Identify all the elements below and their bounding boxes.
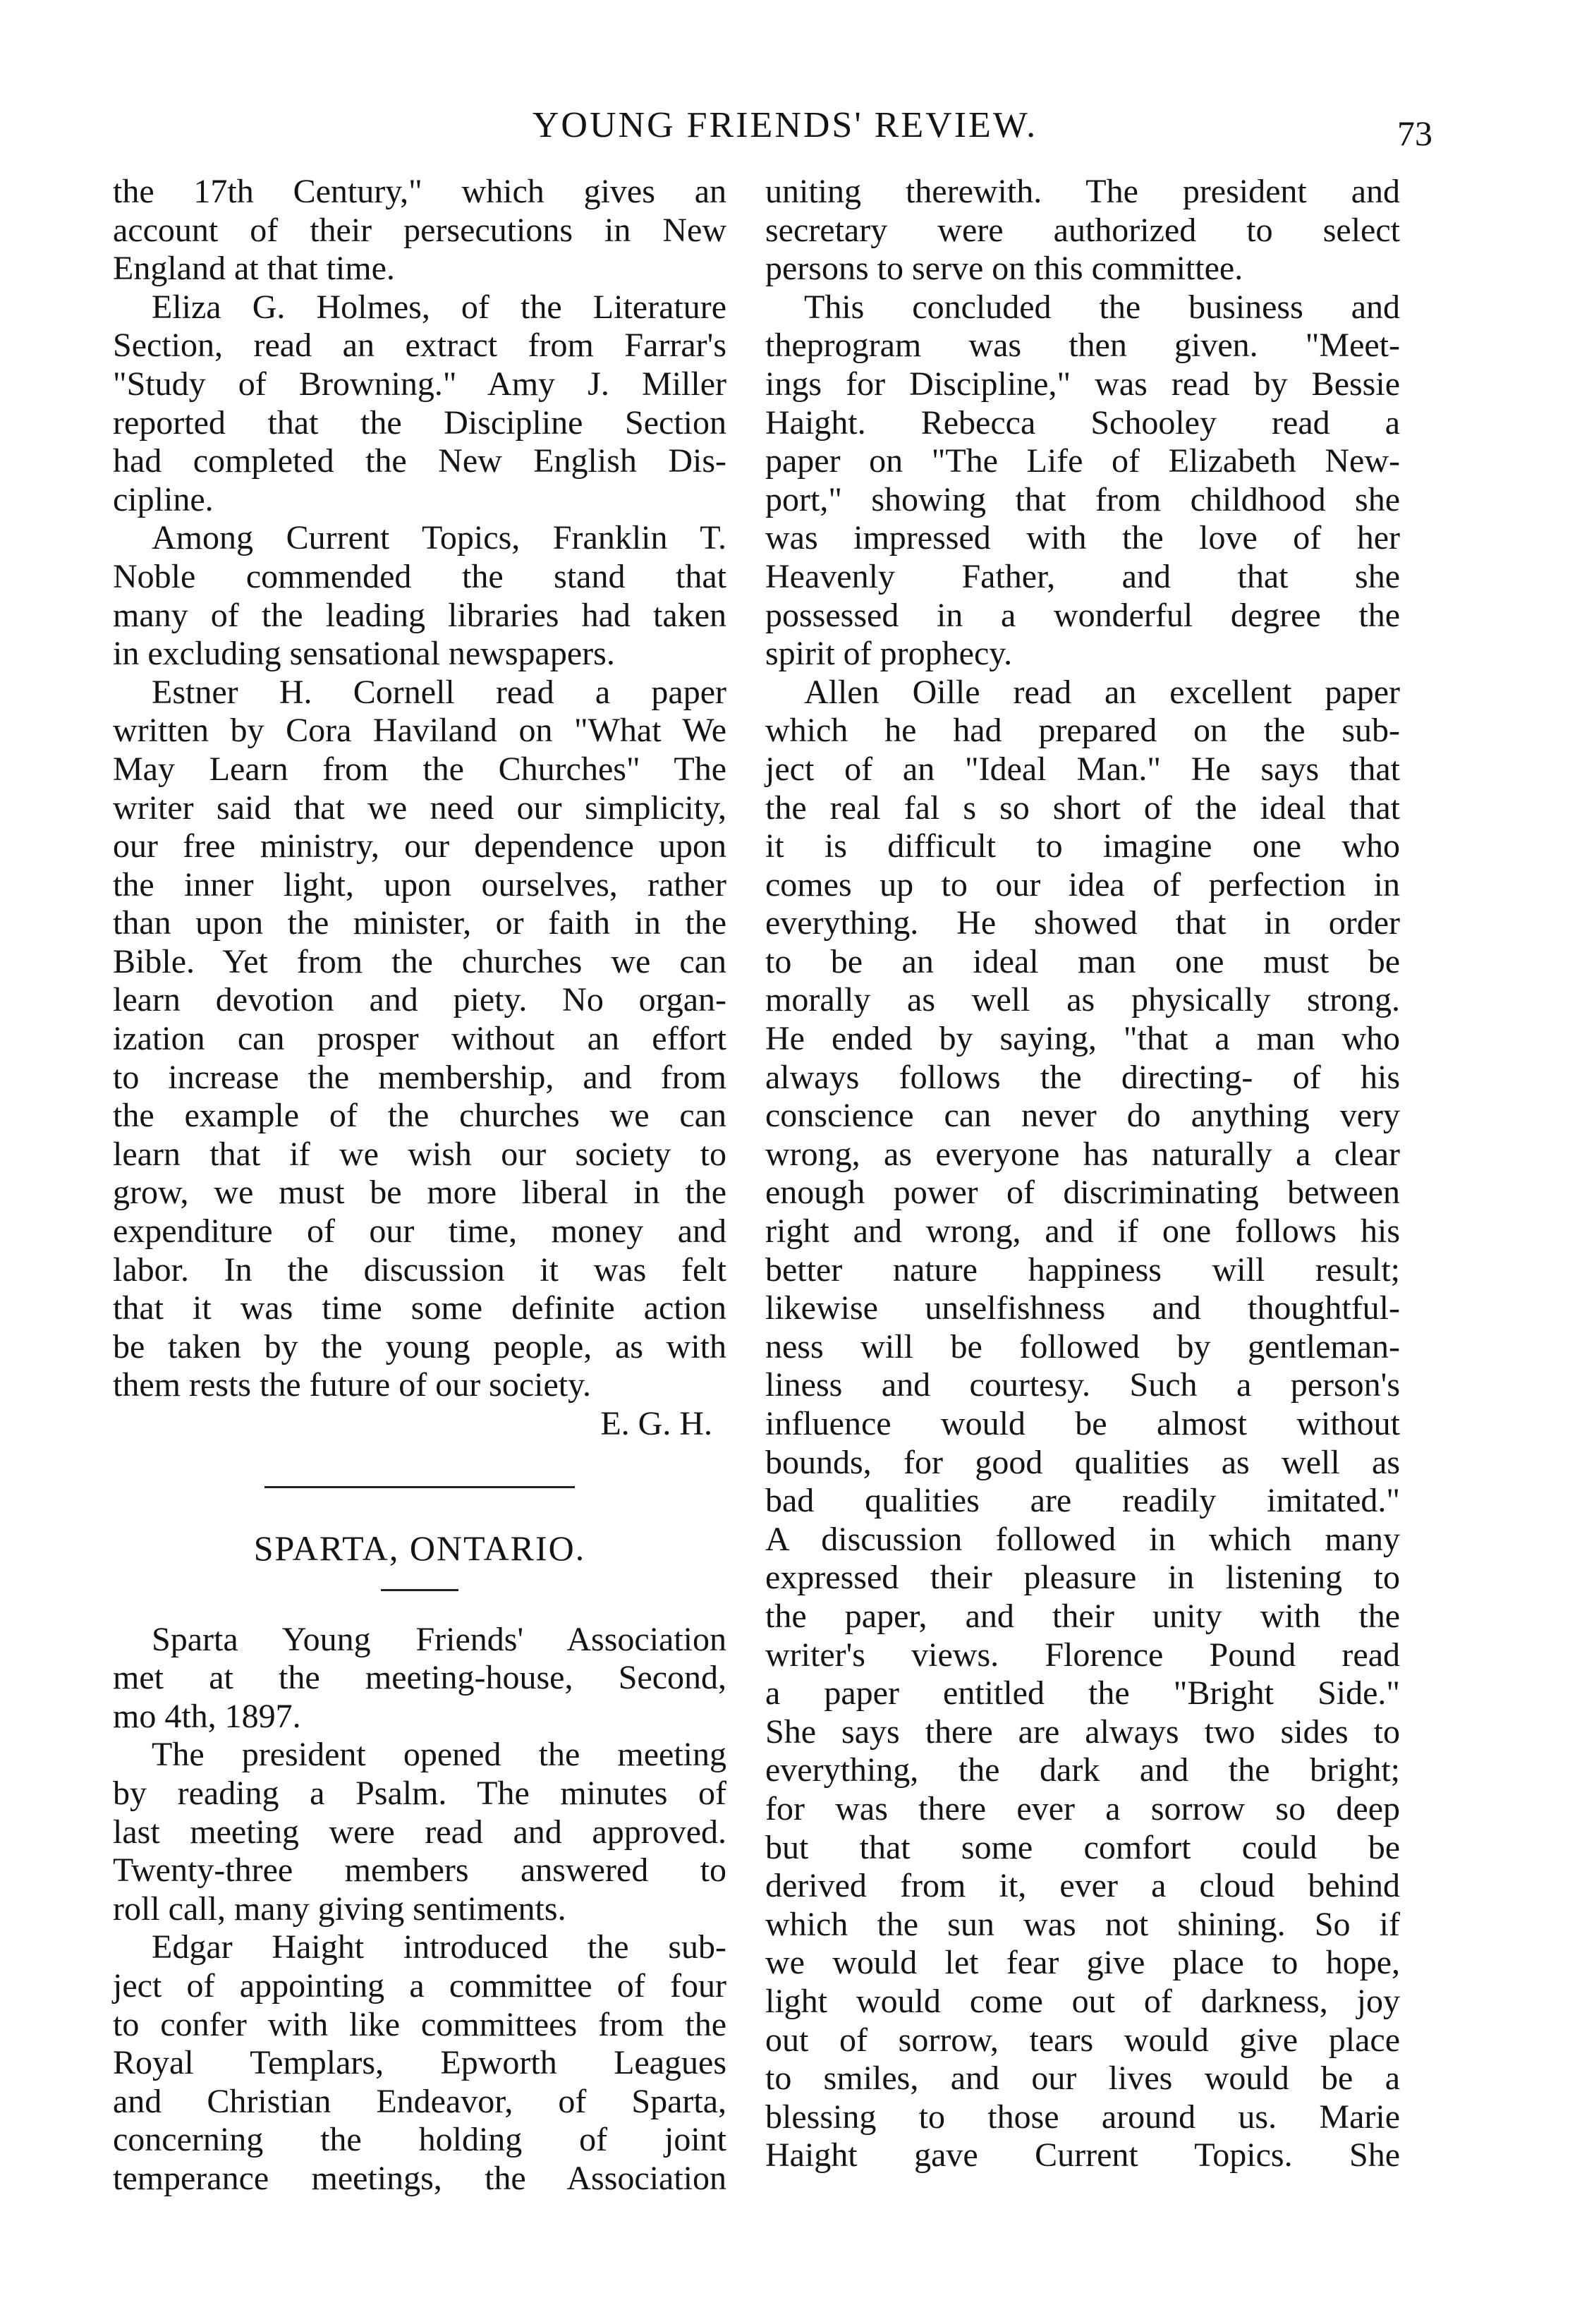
text-line: expenditure of our time, money and (113, 1212, 726, 1251)
text-line: we would let fear give place to hope, (765, 1944, 1400, 1982)
text-line: them rests the future of our society. (113, 1366, 592, 1404)
text-line: learn devotion and piety. No organ- (113, 981, 726, 1019)
text-line: port," showing that from childhood she (765, 480, 1400, 518)
text-line: that it was time some definite action (113, 1289, 726, 1327)
text-line: Royal Templars, Epworth Leagues (113, 2044, 726, 2082)
text-line: blessing to those around us. Marie (765, 2098, 1400, 2136)
text-line: A discussion followed in which many (765, 1520, 1400, 1558)
text-line: by reading a Psalm. The minutes of (113, 1774, 726, 1812)
text-line: possessed in a wonderful degree the (765, 596, 1400, 634)
text-line: May Learn from the Churches" The (113, 750, 726, 788)
text-line: in excluding sensational newspapers. (113, 635, 615, 673)
left-column (113, 173, 726, 2198)
text-line: be taken by the young people, as with (113, 1327, 726, 1365)
text-line: it is difficult to imagine one who (765, 827, 1400, 865)
text-line: bad qualities are readily imitated." (765, 1482, 1400, 1520)
text-line: liness and courtesy. Such a person's (765, 1366, 1400, 1404)
text-line: influence would be almost without (765, 1405, 1400, 1442)
text-line: and Christian Endeavor, of Sparta, (113, 2082, 726, 2120)
text-line: Noble commended the stand that (113, 557, 726, 595)
text-line: writer's views. Florence Pound read (765, 1636, 1400, 1674)
text-line: out of sorrow, tears would give place (765, 2021, 1400, 2059)
text-line: wrong, as everyone has naturally a clear (765, 1135, 1400, 1173)
text-line: the real fal s so short of the ideal that (765, 789, 1400, 827)
text-line: for was there ever a sorrow so deep (765, 1789, 1400, 1827)
section-heading: SPARTA, ONTARIO. (253, 1528, 586, 1568)
page-number: 73 (1397, 114, 1432, 153)
text-line: Sparta Young Friends' Association (152, 1620, 726, 1658)
text-line: Bible. Yet from the churches we can (113, 942, 726, 980)
text-line: had completed the New English Dis- (113, 442, 726, 480)
text-line: uniting therewith. The president and (765, 173, 1400, 210)
text-line: cipline. (113, 480, 214, 518)
text-line: always follows the directing- of his (765, 1058, 1400, 1096)
text-line: to increase the membership, and from (113, 1058, 726, 1096)
text-line: secretary were authorized to select (765, 211, 1400, 249)
text-line: met at the meeting-house, Second, (113, 1659, 726, 1697)
text-line: ings for Discipline," was read by Bessie (765, 365, 1400, 403)
text-line: reported that the Discipline Section (113, 403, 726, 442)
text-line: everything. He showed that in order (765, 904, 1400, 942)
text-line: right and wrong, and if one follows his (765, 1212, 1400, 1251)
text-line: paper on "The Life of Elizabeth New- (765, 442, 1400, 480)
text-line: the inner light, upon ourselves, rather (113, 865, 726, 904)
text-line: likewise unselfishness and thoughtful- (765, 1289, 1400, 1327)
text-line: mo 4th, 1897. (113, 1697, 301, 1735)
text-line: better nature happiness will result; (765, 1251, 1400, 1289)
text-line: temperance meetings, the Association (113, 2159, 726, 2197)
text-line: was impressed with the love of her (765, 519, 1400, 557)
text-line: He ended by saying, "that a man who (765, 1020, 1400, 1058)
text-line: roll call, many giving sentiments. (113, 1890, 566, 1928)
text-line: Estner H. Cornell read a paper (152, 673, 726, 711)
text-line: Eliza G. Holmes, of the Literature (152, 288, 726, 326)
text-line: theprogram was then given. "Meet- (765, 327, 1400, 365)
text-line: derived from it, ever a cloud behind (765, 1867, 1400, 1905)
text-line: Haight gave Current Topics. She (765, 2136, 1400, 2174)
text-line: ization can prosper without an effort (113, 1020, 726, 1058)
text-line: persons to serve on this committee. (765, 250, 1243, 288)
text-line: last meeting were read and approved. (113, 1813, 726, 1851)
text-line: Section, read an extract from Farrar's (113, 327, 726, 365)
text-line: to smiles, and our lives would be a (765, 2060, 1400, 2098)
text-line: the example of the churches we can (113, 1097, 726, 1135)
text-line: light would come out of darkness, joy (765, 1982, 1400, 2020)
text-line: written by Cora Haviland on "What We (113, 712, 726, 750)
text-line: which he had prepared on the sub- (765, 712, 1400, 750)
text-line: "Study of Browning." Amy J. Miller (113, 365, 726, 403)
text-line: grow, we must be more liberal in the (113, 1174, 726, 1212)
text-line: the paper, and their unity with the (765, 1597, 1400, 1635)
text-line: Allen Oille read an excellent paper (804, 673, 1400, 711)
signature: E. G. H. (600, 1405, 712, 1442)
text-line: a paper entitled the "Bright Side." (765, 1674, 1400, 1712)
text-line: She says there are always two sides to (765, 1712, 1400, 1751)
text-line: which the sun was not shining. So if (765, 1905, 1400, 1943)
text-line: England at that time. (113, 250, 395, 288)
text-line: labor. In the discussion it was felt (113, 1251, 726, 1289)
text-line: bounds, for good qualities as well as (765, 1443, 1400, 1481)
text-line: Haight. Rebecca Schooley read a (765, 403, 1400, 442)
text-line: ject of an "Ideal Man." He says that (765, 750, 1400, 788)
running-title: YOUNG FRIENDS' REVIEW. (532, 105, 1038, 145)
text-line: many of the leading libraries had taken (113, 596, 726, 634)
text-line: Edgar Haight introduced the sub- (152, 1928, 726, 1966)
text-line: conscience can never do anything very (765, 1097, 1400, 1135)
text-line: morally as well as physically strong. (765, 981, 1400, 1019)
text-line: enough power of discriminating between (765, 1174, 1400, 1212)
text-line: learn that if we wish our society to (113, 1135, 726, 1173)
text-line: everything, the dark and the bright; (765, 1751, 1400, 1789)
text-line: to confer with like committees from the (113, 2005, 726, 2043)
text-line: our free ministry, our dependence upon (113, 827, 726, 865)
text-line: than upon the minister, or faith in the (113, 904, 726, 942)
text-line: concerning the holding of joint (113, 2121, 726, 2159)
text-line: ject of appointing a committee of four (113, 1966, 726, 2004)
text-line: This concluded the business and (804, 288, 1400, 326)
text-line: the 17th Century," which gives an (113, 173, 726, 210)
text-line: Heavenly Father, and that she (765, 557, 1400, 595)
text-line: ness will be followed by gentleman- (765, 1327, 1400, 1365)
text-line: The president opened the meeting (152, 1736, 726, 1774)
text-line: but that some comfort could be (765, 1828, 1400, 1866)
heading-divider (381, 1589, 458, 1591)
text-line: spirit of prophecy. (765, 635, 1013, 673)
text-line: writer said that we need our simplicity, (113, 789, 726, 827)
text-line: Twenty-three members answered to (113, 1851, 726, 1890)
section-divider (264, 1486, 575, 1488)
text-line: Among Current Topics, Franklin T. (152, 519, 726, 557)
text-line: to be an ideal man one must be (765, 942, 1400, 980)
right-column (765, 173, 1400, 2175)
text-line: account of their persecutions in New (113, 211, 726, 249)
text-line: expressed their pleasure in listening to (765, 1559, 1400, 1597)
text-line: comes up to our idea of perfection in (765, 865, 1400, 904)
